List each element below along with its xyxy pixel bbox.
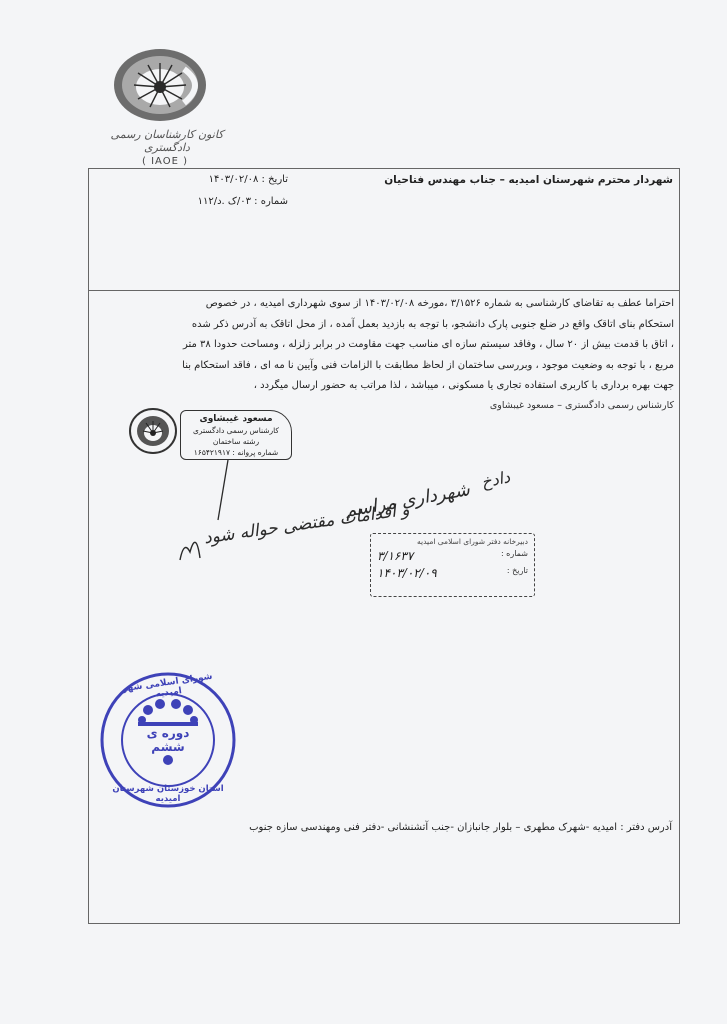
header-box bbox=[88, 168, 680, 291]
office-address: آدرس دفتر : امیدیه -شهرک مطهری – بلوار جانبازان -جنب آتشنشانی -دفتر فنی ومهندسی سازه جنوب bbox=[249, 822, 672, 833]
handwriting-line: و اقدامات مقتضی حواله شود bbox=[202, 499, 411, 549]
handwriting-line: دادخ bbox=[479, 467, 512, 492]
reg-date-row bbox=[377, 566, 528, 580]
council-stamp-text bbox=[98, 670, 238, 810]
council-location: استان خوزستان شهرستان امیدیه bbox=[112, 784, 224, 804]
iaoe-logo-icon bbox=[112, 47, 208, 123]
letter-body bbox=[96, 294, 674, 397]
letter-date: تاریخ : ۱۴۰۳/۰۲/۰۸ bbox=[208, 174, 288, 185]
stamp-field: رشته ساختمان bbox=[212, 437, 260, 446]
signer-line: کارشناس رسمی دادگستری – مسعود غیبشاوی bbox=[489, 400, 674, 411]
body-line: احتراما عطف به تقاضای کارشناسی به شماره ۳/۱۵۲۶ ،مورخه ۱۴۰۳/۰۲/۰۸ از سوی شهرداری امیدیه ، در خصوص bbox=[205, 298, 674, 309]
registration-stamp bbox=[370, 533, 535, 597]
letter-number: شماره : ۰۳/ک .د/۱۱۲ bbox=[197, 196, 288, 207]
org-abbr: ( IAOE ) bbox=[142, 156, 188, 167]
reg-number-value: ۳/۱۶۳۷ bbox=[377, 549, 414, 563]
council-term: دوره ی ششم bbox=[146, 726, 190, 754]
reg-date-label: تاریخ : bbox=[506, 566, 528, 575]
council-name: شورای اسلامی شهر امیدیه bbox=[121, 671, 214, 700]
stamp-name: مسعود غیبشاوی bbox=[199, 414, 273, 424]
reg-number-label: شماره : bbox=[500, 549, 528, 558]
handwriting-line: شهرداری مراسم bbox=[342, 479, 471, 522]
body-line: ، اتاق با قدمت بیش از ۲۰ سال ، وفاقد سیستم سازه ای مناسب جهت مقاومت در برابر زلزله ، ومساحت حدودا ۳۸ متر bbox=[182, 339, 674, 350]
stamp-title: کارشناس رسمی دادگستری bbox=[192, 426, 280, 435]
body-line: مربع ، با توجه به وضعیت موجود ، وبررسی ساختمان از لحاظ مطابقت با الزامات فنی وآیین نا مه ای ، فاقد استحکام بنا bbox=[182, 359, 674, 371]
org-name: کانون کارشناسان رسمی دادگستری bbox=[110, 128, 224, 154]
body-line: جهت بهره برداری با کاربری استفاده تجاری یا مسکونی ، میباشد ، لذا مراتب به حضور ارسال میگردد ، bbox=[253, 380, 674, 391]
recipient-line: شهردار محترم شهرستان امیدیه – جناب مهندس فتاحیان bbox=[384, 174, 673, 186]
stamp-license: شماره پروانه : ۱۶۵۴۲۱۹۱۷ bbox=[193, 448, 279, 457]
reg-stamp-title: دبیرخانه دفتر شورای اسلامی امیدیه bbox=[417, 537, 528, 546]
reg-date-value: ۱۴۰۳/۰۲/۰۹ bbox=[377, 566, 437, 580]
reg-number-row bbox=[377, 549, 528, 563]
body-line: استحکام بنای اتاقک واقع در ضلع جنوبی پارک دانشجو، با توجه به بازدید بعمل آمده ، از محل اتاقک به آدرس ذکر شده bbox=[191, 318, 674, 330]
